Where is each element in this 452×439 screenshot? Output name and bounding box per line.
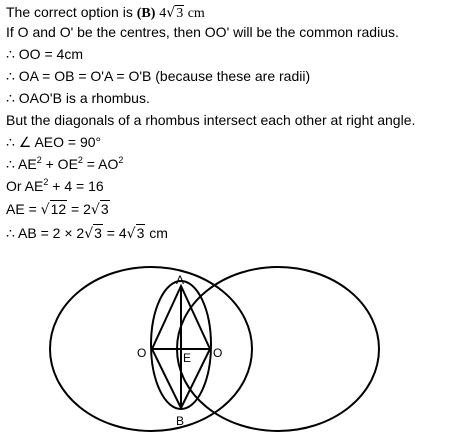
label-a: A [176, 273, 185, 287]
label-o-left: O [137, 346, 147, 360]
pyth-part-a: ∴ AE [6, 156, 37, 172]
answer-coefficient: 4 [159, 6, 167, 21]
ae-part-a: AE = [6, 201, 41, 217]
answer-radicand: 3 [176, 6, 184, 21]
answer-prefix: The correct option is [6, 4, 137, 20]
line-oo: ∴ OO = 4cm [6, 46, 83, 62]
answer-unit: cm [184, 6, 205, 21]
ab-part-a: ∴ AB = 2 × 2 [6, 225, 85, 241]
pyth-exp-1: 2 [36, 155, 42, 165]
ab-part-b: = 4 [102, 225, 127, 241]
label-e: E [183, 351, 192, 365]
label-b: B [176, 414, 185, 428]
pyth-part-b: + OE [41, 156, 78, 172]
line-rhombus: ∴ OAO'B is a rhombus. [6, 90, 150, 106]
pyth-exp-2: 2 [77, 155, 83, 165]
subst-part-b: + 4 = 16 [48, 178, 104, 194]
line-centres: If O and O' be the centres, then OO' will be the common radius. [6, 24, 399, 40]
pyth-exp-3: 2 [118, 155, 124, 165]
label-o-right: O [213, 346, 223, 360]
answer-option: (B) [136, 6, 156, 21]
pyth-part-c: = AO [82, 156, 119, 172]
line-radii: ∴ OA = OB = O'A = O'B (because these are radii) [6, 68, 311, 84]
line-diagonals: But the diagonals of a rhombus intersect each other at right angle. [6, 112, 416, 128]
ab-radicand-1: 3 [94, 225, 102, 241]
ab-radicand-2: 3 [136, 225, 145, 241]
ae-sqrt-1: √12 [40, 201, 67, 218]
line-angle: ∴ ∠ AEO = 90° [6, 134, 102, 150]
ae-radicand-1: 12 [50, 201, 67, 217]
ab-sqrt-1: √3 [84, 225, 102, 242]
ae-part-b: = 2 [67, 201, 91, 217]
ae-radicand-2: 3 [100, 201, 109, 217]
subst-part-a: Or AE [6, 178, 44, 194]
ab-unit: cm [145, 225, 168, 241]
answer-sqrt: √3 [166, 5, 184, 21]
ab-sqrt-2: √3 [126, 225, 145, 242]
subst-exp: 2 [43, 177, 49, 187]
ae-sqrt-2: √3 [90, 201, 109, 218]
